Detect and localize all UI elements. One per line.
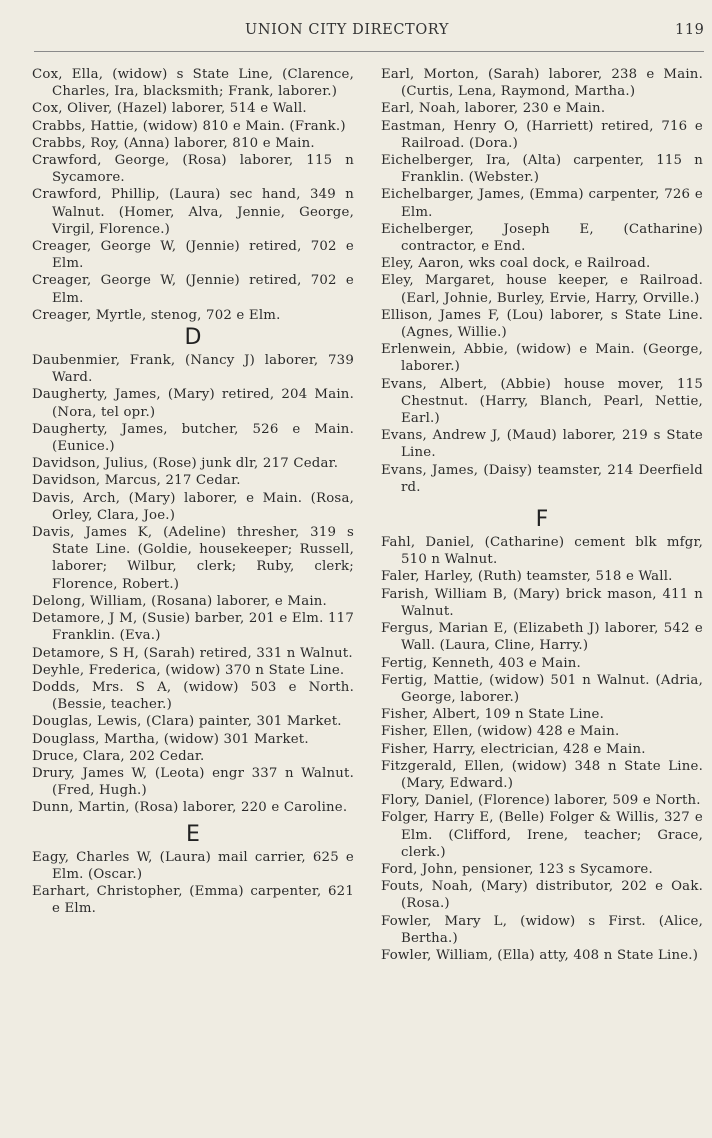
listing-entry: Ellison, James F, (Lou) laborer, s State Line. (Agnes, Willie.): [381, 307, 703, 341]
listing-entry: Fisher, Harry, electrician, 428 e Main.: [381, 741, 646, 757]
listing-entry: Crawford, Phillip, (Laura) sec hand, 349 n Walnut. (Homer, Alva, Jennie, George, Virgil, Florence.): [32, 187, 354, 237]
listing-entry: Davis, James K, (Adeline) thresher, 319 s State Line. (Goldie, housekeeper; Russell, laborer; Wilbur, clerk; Ruby, clerk; Florence, Robert.): [32, 525, 354, 592]
listing-entry: Fisher, Ellen, (widow) 428 e Main.: [381, 724, 620, 740]
listing-entry: Evans, Andrew J, (Maud) laborer, 219 s State Line.: [381, 428, 703, 461]
listing-entry: Detamore, J M, (Susie) barber, 201 e Elm. 117 Franklin. (Eva.): [32, 611, 354, 644]
listing-entry: Davidson, Marcus, 217 Cedar.: [32, 473, 241, 489]
page-header: [0, 22, 712, 44]
left-column: [32, 66, 354, 917]
listing-entry: Earhart, Christopher, (Emma) carpenter, 621 e Elm.: [32, 883, 354, 917]
listing-entry: Deyhle, Frederica, (widow) 370 n State Line.: [32, 662, 345, 678]
header-rule: [34, 51, 704, 52]
listing-entry: Dunn, Martin, (Rosa) laborer, 220 e Caroline.: [32, 800, 348, 816]
listing-entry: Daugherty, James, butcher, 526 e Main. (Eunice.): [32, 421, 354, 455]
listing-entry: Fertig, Mattie, (widow) 501 n Walnut. (Adria, George, laborer.): [381, 672, 703, 705]
listing-entry: Earl, Morton, (Sarah) laborer, 238 e Main. (Curtis, Lena, Raymond, Martha.): [381, 67, 703, 100]
listing-entry: Creager, Myrtle, stenog, 702 e Elm.: [32, 307, 281, 323]
listing-entry: Daubenmier, Frank, (Nancy J) laborer, 739 Ward.: [32, 353, 354, 386]
listing-entry: Douglass, Martha, (widow) 301 Market.: [32, 731, 309, 747]
listing-entry: Cox, Ella, (widow) s State Line, (Clarence, Charles, Ira, blacksmith; Frank, laborer.): [32, 67, 354, 100]
listing-entry: Erlenwein, Abbie, (widow) e Main. (George, laborer.): [381, 342, 703, 375]
listing-entry: Folger, Harry E, (Belle) Folger & Willis, 327 e Elm. (Clifford, Irene, teacher; Grace, clerk.): [381, 810, 703, 860]
listing-entry: Crabbs, Roy, (Anna) laborer, 810 e Main.: [32, 135, 315, 151]
listing-entry: Eastman, Henry O, (Harriett) retired, 716 e Railroad. (Dora.): [381, 118, 703, 151]
listing-entry: Farish, William B, (Mary) brick mason, 411 n Walnut.: [381, 586, 703, 619]
listing-entry: Daugherty, James, (Mary) retired, 204 Main. (Nora, tel opr.): [32, 387, 354, 420]
listing-entry: Douglas, Lewis, (Clara) painter, 301 Market.: [32, 714, 342, 730]
listing-entry: Faler, Harley, (Ruth) teamster, 518 e Wall.: [381, 569, 673, 585]
directory-title: UNION CITY DIRECTORY: [245, 22, 450, 38]
listing-entry: Eichelberger, Ira, (Alta) carpenter, 115 n Franklin. (Webster.): [381, 153, 703, 186]
listing-entry: Fergus, Marian E, (Elizabeth J) laborer, 542 e Wall. (Laura, Cline, Harry.): [381, 621, 703, 654]
listing-entry: Eagy, Charles W, (Laura) mail carrier, 625 e Elm. (Oscar.): [32, 849, 354, 882]
right-column: [381, 66, 703, 964]
listing-entry: Fowler, Mary L, (widow) s First. (Alice, Bertha.): [381, 913, 703, 946]
listing-entry: Creager, George W, (Jennie) retired, 702 e Elm.: [32, 273, 354, 306]
listing-entry: Cox, Oliver, (Hazel) laborer, 514 e Wall.: [32, 101, 307, 117]
listing-entry: Evans, James, (Daisy) teamster, 214 Deerfield rd.: [381, 462, 703, 495]
listing-entry: Eichelberger, Joseph E, (Catharine) contractor, e End.: [381, 221, 703, 255]
listing-entry: Fisher, Albert, 109 n State Line.: [381, 707, 605, 723]
listing-entry: Eley, Aaron, wks coal dock, e Railroad.: [381, 256, 651, 272]
listing-entry: Evans, Albert, (Abbie) house mover, 115 Chestnut. (Harry, Blanch, Pearl, Nettie, Earl.): [381, 376, 703, 427]
listing-entry: Flory, Daniel, (Florence) laborer, 509 e North.: [381, 793, 701, 809]
listing-entry: Creager, George W, (Jennie) retired, 702 e Elm.: [32, 239, 354, 272]
listing-entry: Fitzgerald, Ellen, (widow) 348 n State Line. (Mary, Edward.): [381, 758, 703, 791]
listing-entry: Fowler, William, (Ella) atty, 408 n State Line.): [381, 947, 699, 963]
listing-entry: Earl, Noah, laborer, 230 e Main.: [381, 101, 606, 117]
listing-entry: Fertig, Kenneth, 403 e Main.: [381, 655, 581, 671]
listing-entry: Eley, Margaret, house keeper, e Railroad. (Earl, Johnie, Burley, Ervie, Harry, Orville.): [381, 273, 703, 306]
listing-entry: Druce, Clara, 202 Cedar.: [32, 748, 205, 764]
section-letter-d: D: [184, 325, 202, 351]
section-letter-e: E: [186, 821, 200, 847]
listing-entry: Fouts, Noah, (Mary) distributor, 202 e Oak. (Rosa.): [381, 879, 703, 912]
listing-entry: Dodds, Mrs. S A, (widow) 503 e North. (Bessie, teacher.): [32, 679, 354, 713]
listing-entry: Drury, James W, (Leota) engr 337 n Walnut. (Fred, Hugh.): [32, 765, 354, 799]
listing-entry: Davidson, Julius, (Rose) junk dlr, 217 Cedar.: [32, 456, 339, 472]
listing-entry: Ford, John, pensioner, 123 s Sycamore.: [381, 861, 653, 877]
listing-entry: Fahl, Daniel, (Catharine) cement blk mfgr, 510 n Walnut.: [381, 535, 703, 568]
listing-entry: Crabbs, Hattie, (widow) 810 e Main. (Frank.): [32, 118, 346, 134]
listing-entry: Detamore, S H, (Sarah) retired, 331 n Walnut.: [32, 645, 353, 661]
section-letter-f: F: [535, 507, 549, 533]
listing-entry: Delong, William, (Rosana) laborer, e Main.: [32, 593, 327, 609]
page-number: 119: [675, 22, 705, 38]
listing-entry: Davis, Arch, (Mary) laborer, e Main. (Rosa, Orley, Clara, Joe.): [32, 490, 354, 523]
listing-entry: Crawford, George, (Rosa) laborer, 115 n Sycamore.: [32, 153, 354, 186]
listing-entry: Eichelbarger, James, (Emma) carpenter, 726 e Elm.: [381, 187, 703, 220]
